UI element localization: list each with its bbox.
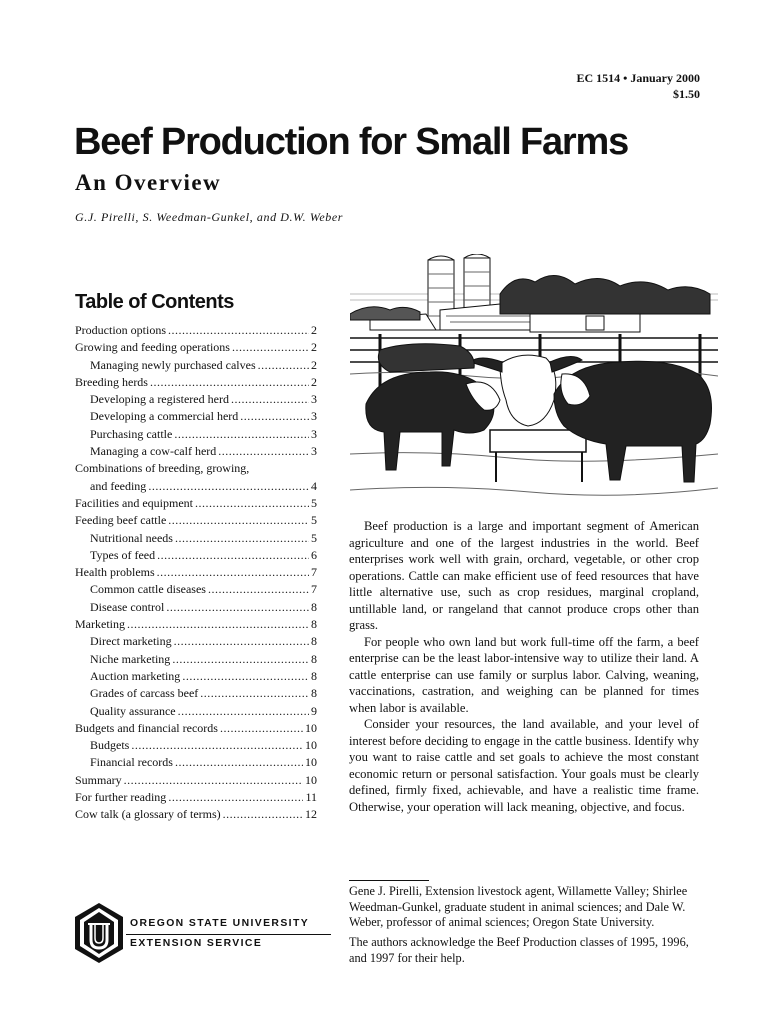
toc-page-number: 3 — [311, 392, 317, 407]
toc-entry — [75, 478, 317, 495]
footnote-text: Gene J. Pirelli, Extension livestock agent, Willamette Valley; Shirlee Weedman-Gunkel, graduate student in animal sciences; and Dale W. Weber, professor of animal sciences; Oregon State University. — [349, 884, 688, 929]
toc-entry-label: Financial records — [90, 755, 173, 770]
publication-number: EC 1514 • January 2000 — [576, 71, 700, 85]
toc-entry — [75, 391, 317, 408]
toc-entry — [75, 633, 317, 650]
toc-page-number: 7 — [311, 582, 317, 597]
toc-entry-label: Direct marketing — [90, 634, 172, 649]
toc-page-number: 8 — [311, 634, 317, 649]
toc-entry — [75, 685, 317, 702]
introduction-text — [349, 518, 699, 815]
toc-entry — [75, 564, 317, 581]
toc-entry-label: Developing a commercial herd — [90, 409, 239, 424]
body-paragraph: Beef production is a large and important segment of American agriculture and one of the largest industries in the world. Beef enterprises work well with grain, orchard, vegetable, or other crop operations. Cattle can make efficient use of feed resources that have little alternative use, such as crop residues, marginal cropland, untillable land, or rangeland that cannot produce crops other than grass. — [349, 519, 699, 632]
toc-page-number: 12 — [305, 807, 317, 822]
toc-entry-label: Managing newly purchased calves — [90, 357, 256, 372]
toc-page-number: 10 — [305, 755, 317, 770]
publication-price: $1.50 — [673, 87, 700, 101]
toc-entry-label: Niche marketing — [90, 651, 171, 666]
toc-entry — [75, 322, 317, 339]
toc-dot-leader — [168, 512, 309, 529]
toc-entry — [75, 374, 317, 391]
toc-dot-leader — [157, 547, 309, 564]
toc-page-number: 8 — [311, 668, 317, 683]
author-footnote — [349, 884, 699, 931]
toc-dot-leader — [178, 703, 309, 720]
toc-entry-label: Disease control — [90, 599, 165, 614]
toc-entry-label: Common cattle diseases — [90, 582, 206, 597]
toc-entry-label: Developing a registered herd — [90, 392, 229, 407]
toc-entry — [75, 754, 317, 771]
toc-entry — [75, 806, 317, 823]
toc-page-number: 5 — [311, 530, 317, 545]
footer-divider — [126, 934, 331, 935]
toc-page-number: 8 — [311, 599, 317, 614]
toc-page-number: 10 — [305, 738, 317, 753]
toc-dot-leader — [174, 633, 309, 650]
toc-entry-label: Types of feed — [90, 547, 156, 562]
toc-entry-label: and feeding — [90, 478, 147, 493]
toc-dot-leader — [240, 408, 309, 425]
toc-dot-leader — [172, 651, 309, 668]
toc-page-number: 7 — [311, 565, 317, 580]
toc-dot-leader — [127, 616, 309, 633]
toc-dot-leader — [223, 806, 303, 823]
toc-entry-label: Purchasing cattle — [90, 426, 173, 441]
toc-page-number: 2 — [311, 357, 317, 372]
toc-dot-leader — [150, 374, 309, 391]
toc-entry-label: Health problems — [75, 565, 155, 580]
toc-entry — [75, 443, 317, 460]
toc-page-number: 5 — [311, 495, 317, 510]
toc-dot-leader — [231, 391, 309, 408]
toc-page-number: 4 — [311, 478, 317, 493]
toc-page-number: 10 — [305, 772, 317, 787]
toc-dot-leader — [148, 478, 309, 495]
toc-entry — [75, 426, 317, 443]
toc-dot-leader — [232, 339, 309, 356]
toc-dot-leader — [168, 322, 309, 339]
toc-entry-label: Feeding beef cattle — [75, 513, 167, 528]
toc-page-number: 8 — [311, 651, 317, 666]
toc-entry-label: Growing and feeding operations — [75, 340, 230, 355]
author-line: G.J. Pirelli, S. Weedman-Gunkel, and D.W. Weber — [75, 210, 344, 224]
toc-dot-leader — [168, 789, 303, 806]
toc-entry-label: Marketing — [75, 617, 125, 632]
toc-dot-leader — [220, 720, 303, 737]
toc-dot-leader — [124, 772, 303, 789]
toc-entry — [75, 651, 317, 668]
toc-page-number: 8 — [311, 686, 317, 701]
cattle-farm-illustration — [350, 254, 718, 502]
toc-entry-label: Combinations of breeding, growing, — [75, 461, 250, 476]
footnote-rule — [349, 880, 429, 881]
toc-dot-leader — [175, 530, 309, 547]
toc-entry-label: For further reading — [75, 790, 167, 805]
toc-entry — [75, 703, 317, 720]
toc-entry — [75, 668, 317, 685]
toc-entry — [75, 789, 317, 806]
toc-entry-label: Cow talk (a glossary of terms) — [75, 807, 221, 822]
toc-page-number: 3 — [311, 444, 317, 459]
toc-dot-leader — [174, 426, 309, 443]
toc-dot-leader — [200, 685, 309, 702]
toc-heading: Table of Contents — [75, 291, 234, 313]
toc-entry — [75, 547, 317, 564]
body-paragraph: Consider your resources, the land available, and your level of interest before deciding to engage in the cattle business. Identify why you want to raise cattle and set goals to achieve the most constant economic return or personal satisfaction. Your goals must be clearly defined, firmly fixed, achievable, and have a realistic time frame. Otherwise, your operation will lack meaning, objective, and focus. — [349, 717, 699, 814]
toc-entry-label: Managing a cow-calf herd — [90, 444, 217, 459]
toc-entry-label: Breeding herds — [75, 374, 148, 389]
toc-entry — [75, 599, 317, 616]
toc-entry — [75, 512, 317, 529]
toc-entry-label: Nutritional needs — [90, 530, 173, 545]
university-name: OREGON STATE UNIVERSITY — [130, 918, 310, 929]
toc-dot-leader — [218, 443, 309, 460]
toc-entry — [75, 720, 317, 737]
toc-entry — [75, 339, 317, 356]
toc-dot-leader — [175, 754, 303, 771]
toc-entry-label: Quality assurance — [90, 703, 176, 718]
toc-page-number: 3 — [311, 409, 317, 424]
toc-entry — [75, 408, 317, 425]
toc-dot-leader — [195, 495, 309, 512]
extension-service-name: EXTENSION SERVICE — [130, 938, 263, 949]
toc-page-number: 2 — [311, 323, 317, 337]
toc-entry — [75, 495, 317, 512]
acknowledgment: The authors acknowledge the Beef Production classes of 1995, 1996, and 1997 for their help. — [349, 935, 689, 965]
toc-dot-leader — [258, 357, 309, 374]
toc-page-number: 9 — [311, 703, 317, 718]
toc-entry — [75, 530, 317, 547]
table-of-contents — [75, 322, 317, 824]
toc-page-number: 8 — [311, 617, 317, 632]
toc-entry-label: Summary — [75, 772, 122, 787]
toc-page-number: 6 — [311, 547, 317, 562]
toc-dot-leader — [166, 599, 309, 616]
toc-dot-leader — [157, 564, 309, 581]
toc-entry-label: Production options — [75, 323, 167, 337]
toc-dot-leader — [131, 737, 303, 754]
toc-entry-label: Grades of carcass beef — [90, 686, 199, 701]
toc-entry — [75, 616, 317, 633]
document-title: Beef Production for Small Farms — [74, 121, 629, 163]
toc-entry — [75, 581, 317, 598]
document-subtitle: An Overview — [75, 170, 222, 195]
osu-logo-icon — [74, 902, 124, 964]
toc-entry — [75, 772, 317, 789]
toc-entry — [75, 357, 317, 374]
toc-page-number: 10 — [305, 720, 317, 735]
toc-dot-leader — [208, 581, 309, 598]
toc-page-number: 2 — [311, 340, 317, 355]
toc-entry — [75, 737, 317, 754]
toc-entry-label: Facilities and equipment — [75, 495, 193, 510]
publication-info — [576, 70, 700, 102]
toc-page-number: 2 — [311, 374, 317, 389]
toc-entry-label: Auction marketing — [90, 668, 181, 683]
toc-page-number: 5 — [311, 513, 317, 528]
toc-dot-leader — [182, 668, 309, 685]
toc-page-number: 3 — [311, 426, 317, 441]
toc-entry-label: Budgets and financial records — [75, 720, 218, 735]
body-paragraph: For people who own land but work full-time off the farm, a beef enterprise can be the least labor-intensive way to utilize their land. A cattle enterprise can use family or surplus labor. Calving, weaning, vaccinations, castration, and weighing can be planned for times when labor is available. — [349, 634, 699, 715]
toc-page-number: 11 — [305, 790, 317, 805]
toc-entry-label: Budgets — [90, 738, 130, 753]
